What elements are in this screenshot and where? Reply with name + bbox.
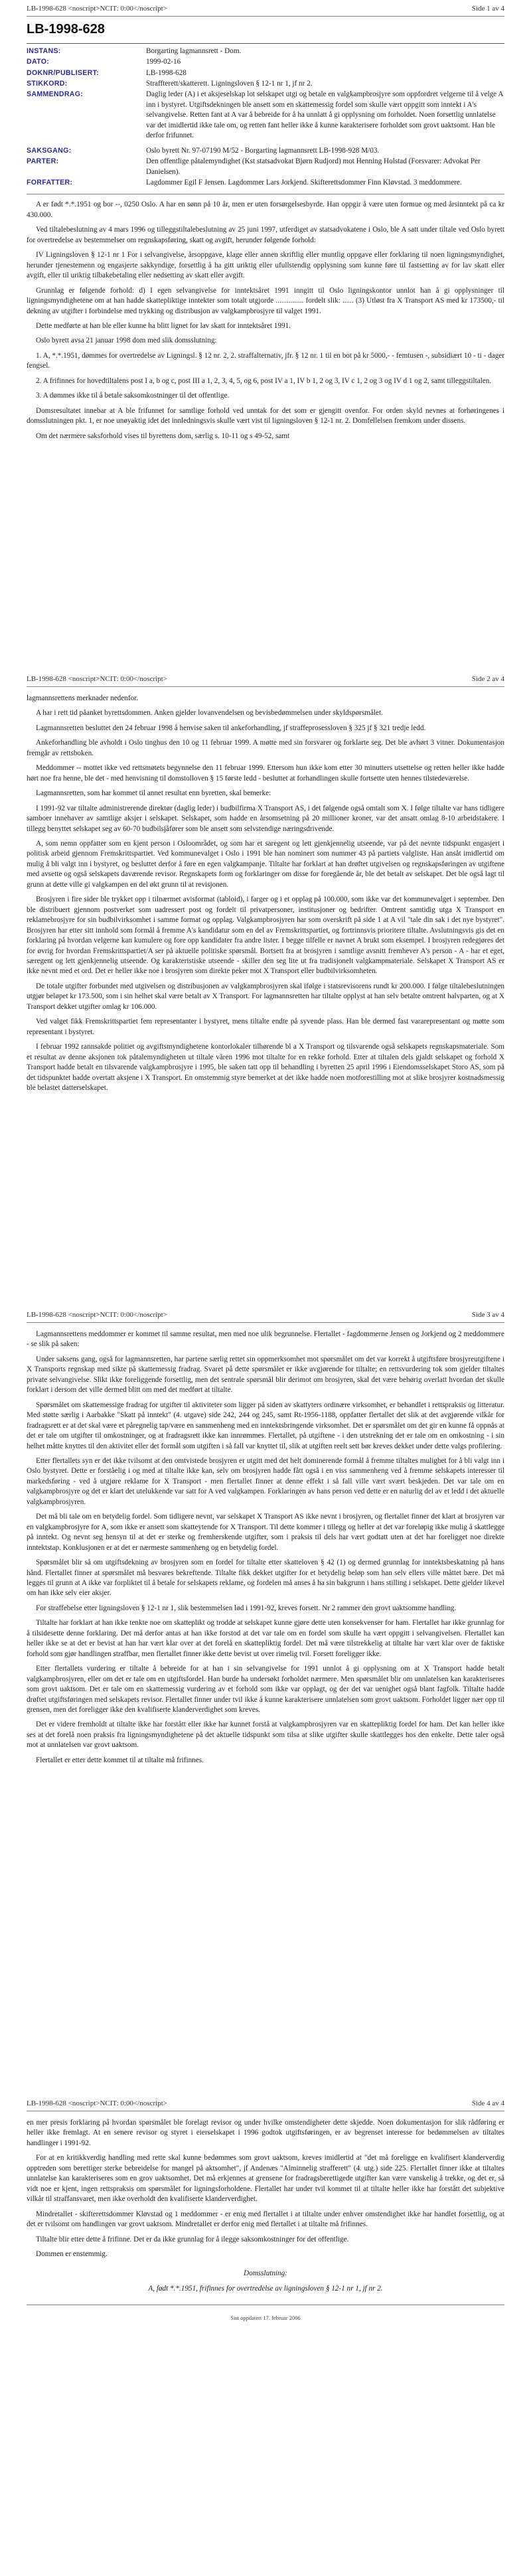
- paragraph: A har i rett tid påanket byrettsdommen. Anken gjelder lovanvendelsen og bevisbedømmelsen under skyldspørsmålet.: [36, 709, 383, 718]
- page-content: [0, 687, 531, 1093]
- header-page-number: Side 3 av 4: [471, 1311, 504, 1319]
- paragraph: Det må bli tale om en betydelig fordel. Som tidligere nevnt, var selskapet X Transport AS ikke nevnt i brosjyren, og flertallet finner det klart at brosjyren var en valgkampbrosjyre for A, som ikke er ansett som skatteytende for X Transport. Til dette kommer i tillegg og heller at det var foreløpig ikke mulig å skattlegge på inntekt. Og nevnt seg hensyn til at det er sterke og fremherskende utgifter, som i praksis til dels har vært godtatt uten at det har foreligget noe direkte inntektstap. Konklusjonen er at det er nærmeste sammenheng og en betydelig fordel.: [27, 1513, 504, 1552]
- paragraph: Meddommer -- mottet ikke ved rettsmøtets begynnelse den 11 februar 1999. Ettersom hun ikke kom etter 30 minutters utsettelse og retten heller ikke hadde hørt noe fra henne, ble det - med henvisning til domstolloven § 15 første ledd - besluttet at forhandlingen skulle fortsette uten hennes tilstedeværelse.: [27, 764, 504, 783]
- info-value: Oslo byrett Nr. 97-07190 M/52 - Borgarting lagmannsrett LB-1998-928 M/03.: [146, 146, 380, 155]
- paragraph: De totale utgifter forbundet med utgivelsen og distribusjonen av valgkampbrosjyren skal ifølge i statsrevisorens rundt kr 200.000. I følge tiltalebeslutningen utgjør beløpet kr 173.500, som i sin helhet skal være betalt av X Transport. For lagmannsretten har tiltalte opplyst at han selv betalte omtrent halvparten, og at X Transport dekket utgifter omlag kr 106.000.: [27, 982, 504, 1011]
- header-doc-id: LB-1998-628 <noscript>NCIT: 0:00</noscript>: [27, 2099, 167, 2107]
- info-row: [27, 178, 504, 189]
- paragraph: For at en kritikkverdig handling med rette skal kunne bedømmes som grovt uaktsom, kreves imidlertid at "det må foreligge en kvalifisert klanderverdig opptreden som berettiger sterke bebreidelse for mangel på aktsomhet", jf Andenæs "Alminnelig strafferett" (4. utg.) side 225. Flertallet finner ikke at tiltaltes unnlatelse kan karakteriseres som en grov uaktsomhet. Det må erkjennes at grensene for fradragsberettigede utgifter kan være vanskelig å trekke, og det er, så vidt noe er kjent, ingen rettspraksis om spørsmålet for ligningsforholdene. Flertallet har under tvil kommet til at tiltalte heller ikke har forstått det subjektive vilkår til straffansvaret, men ikke overholdt den kvalifiserte klanderverdighet.: [27, 2154, 504, 2204]
- title-rule: [27, 43, 504, 44]
- info-row: [27, 142, 504, 157]
- paragraph: Lagmannsretten, som har kommet til annet resultat enn byretten, skal bemerke:: [36, 789, 271, 798]
- info-row: [27, 46, 504, 57]
- page-1: [0, 0, 531, 670]
- paragraph: Spørsmålet blir så om utgiftsdekning av brosjyren som en fordel for tiltalte etter skatteloven § 42 (1) og dermed grunnlag for inntektsbeskatning på hans hånd. Flertallet finner at spørsmålet må besvares bekreftende. Tiltalte fikk dekket utgifter for et betydelig beløp som han selv ellers ville måttet bære. Det må legges til grunn at A ikke var forpliktet til å betale for selskapets reklame, og fordelen må anses å ha sin bakgrunn i hans stilling i selskapet. Dette gjelder likevel om han ikke selv eier aksjer.: [27, 1558, 504, 1598]
- paragraph: 3. A dømmes ikke til å betale saksomkostninger til det offentlige.: [36, 392, 230, 400]
- body-text: [27, 1329, 504, 1766]
- paragraph: IV Ligningsloven § 12-1 nr 1 For i selvangivelse, årsoppgave, klage eller annen skriftlig eller muntlig oppgave eller forklaring til noen ligningsmyndighet, herunder tjenestemenn og engasjerte sakkyndige, forsettlig å ha gitt uriktig eller ufullstendig opplysning som kunne føre til fastsetting av for lav skatt eller avgift, eller til uriktig tilbakebetaling eller nedsetting av skatt eller avgift.: [27, 251, 504, 280]
- info-value: Den offentlige påtalemyndighet (Kst statsadvokat Bjørn Rudjord) mot Henning Holstad (Forsvarer: Advokat Per Danielsen).: [146, 157, 481, 176]
- page-content: [0, 1323, 531, 1766]
- page-content: [0, 21, 531, 441]
- paragraph: I 1991-92 var tiltalte administrerende direktør (daglig leder) i budbilfirma X Transport AS, i det følgende også omtalt som X. I følge tiltalte var hans tidligere samboer innehaver av samtlige aksjer i selskapet. Selskapet, som hadde en årsomsetning på 20 millioner kroner, var det ansatt omlag 8-10 arbeidstakere. I tillegg benyttet selskapet seg av 60-70 budbilsjåfører som ble ansett som selvstendige næringsdrivende.: [27, 804, 504, 833]
- page-3: [0, 1306, 531, 2095]
- info-key: SAKSGANG:: [27, 146, 72, 155]
- page-2: [0, 670, 531, 1306]
- info-row: [27, 68, 504, 79]
- paragraph: Dette medførte at han ble eller kunne ha blitt lignet for lav skatt for inntektsåret 1991.: [36, 322, 291, 331]
- info-key: PARTER:: [27, 157, 59, 166]
- page-4: [0, 2095, 531, 2573]
- paragraph: For straffebelse etter ligningsloven § 12-1 nr 1, slik bestemmelsen lød i 1991-92, kreves forsett. Nr 2 rammer den grovt uaktsomme handling.: [36, 1604, 457, 1612]
- header-page-number: Side 1 av 4: [471, 5, 504, 13]
- header-rule: [27, 16, 504, 17]
- page-header: [0, 1306, 531, 1322]
- body-text: [27, 200, 504, 441]
- info-row: [27, 79, 504, 90]
- paragraph: Etter flertallets vurdering er tiltalte å bebreide for at han i sin selvangivelse for 1991 unnlot å gi opplysning om at X Transport hadde betalt valgkampbrosjyren, eller om det er tale om en utgiftsfordel. Han burde ha undersøkt forholdet nærmere. Men spørsmålet blir om unnlatelsen kan karakteriseres som grovt uaktsom. Det er tale om en skattemessig vurdering av et forhold som ikke var opplagt, og der det var uenighet også blant fagfolk. Tiltalte hadde drøftet utgiftsføringen med selskapets revisor. Flertallet finner under tvil ikke å kunne karakterisere unnlatelsen som grovt uaktsom. Forholdet ligger nær opp til grensen, men det foreligger ikke den kvalifiserte klanderverdighet som kreves.: [27, 1665, 504, 1714]
- paragraph: Tiltalte blir etter dette å frifinne. Det er da ikke grunnlag for å ilegge saksomkostninger for det offentlige.: [36, 2235, 349, 2243]
- paragraph: Spørsmålet om skattemessige fradrag for utgifter til aktiviteter som ligger på siden av skattyters ordinære virksomhet, er behandlet i rettspraksis og litteratur. Med støtte særlig i Aarbakke "Skatt på inntekt" (4. utgave) side 242, 244 og 245, samt Rt-1956-1188, oppfatter flertallet det slik at det avgjørende vilkår for fradragsrett er at det skal være et påregnelig tap/være en sammenheng med en inntektsbringende virksomhet. Det er spørsmålet om det gir en kunne få oppnås at det er tale om utgifter til omkostninger, og at fradragsrett ikke kan innrømmes. Flertallet, på utgiftene - i den utstrekning det er tale om en omkostning - i sin helhet måtte knyttes til den aktivitet eller det formål som utgiften i så fall var knyttet til, slik at utgiften reelt sett bør kreves dekket under dette valgs profilering.: [27, 1401, 504, 1450]
- page-header: [0, 0, 531, 16]
- paragraph: Mindretallet - skifterettsdommer Kløvstad og 1 meddommer - er enig med flertallet i at tiltalte under enhver omstendighet ikke har handlet forsettlig, og at det er tvilsomt om handlingen var grovt uaktsom. Mindretallet er derfor enig med flertallet i at tiltalte må frifinnes.: [27, 2210, 504, 2229]
- header-doc-id: LB-1998-628 <noscript>NCIT: 0:00</noscript>: [27, 1311, 167, 1319]
- paragraph: A er født *.*.1951 og bor --, 0250 Oslo. A har en sønn på 10 år, men er uten forsørgelsesbyrde. Han oppgir å være uten formue og med årsinntekt på ca kr 430.000.: [27, 200, 504, 219]
- document-title: LB-1998-628: [27, 22, 105, 37]
- body-text: [27, 694, 504, 1093]
- paragraph: 1. A, *.*.1951, dømmes for overtredelse av Ligningsl. § 12 nr. 2, 2. straffalternativ, jfr. § 12 nr. 1 til en bot på kr 5000,- - femtusen -, subsidiært 10 - ti - dager fengsel.: [27, 351, 504, 370]
- info-row: [27, 157, 504, 178]
- paragraph: Domsresultatet innebar at A ble frifunnet for samtlige forhold ved unntak for det som er gjengitt ovenfor. For orden skyld nevnes at forhøringenes i domsslutningen pkt. 1, er noe unøyaktig idet det innledningsvis skulle vært vist til ligningsloven § 12-1 nr. 2. Domfellelsen fremkom under dissens.: [27, 406, 504, 425]
- case-info-table: [27, 46, 504, 189]
- paragraph: lagmannsrettens merknader nedenfor.: [27, 694, 139, 702]
- body-text: [27, 2118, 504, 2259]
- info-value: Lagdommer Egil F Jensen. Lagdommer Lars Jorkjend. Skifterettsdommer Finn Kløvstad. 3 meddommere.: [146, 179, 462, 187]
- conclusion-text: A, født *.*.1951, frifinnes for overtredelse av ligningsloven § 12-1 nr 1, jf nr 2.: [148, 2284, 383, 2293]
- paragraph: Om det nærmere saksforhold vises til byrettens dom, særlig s. 10-11 og s 49-52, samt: [36, 431, 290, 440]
- info-value: Borgarting lagmannsrett - Dom.: [146, 46, 242, 55]
- paragraph: A, som nemn oppfatter som en kjent person i Osloområdet, og som har et saregent og lett gjenkjennelig utseende, var på det nevnte tidspunkt engasjert i politisk arbeid gjennom Fremskrittspartiet. Ved kommunevalget i Oslo i 1991 ble han nominert som nummer 43 på partiets valgliste. Han ansåt imidlertid om mulig å bli valgt inn i bystyret, og besluttet derfor å føre en egen valgkampanje. Tiltalte har forklart at han drøftet utgivelsen og regnskapsføringen av utgiftene med avsette og også selskapets daværende revisor. Regnskapets form og forklaringer om disse for foregående år, ble det betalt av selskapet. Det ble også lagt til grunn at dette ville gi valgkampen en del økt grunn til at revisjonen.: [27, 839, 504, 889]
- info-key: INSTANS:: [27, 46, 61, 55]
- paragraph: Ved tiltalebeslutning av 4 mars 1996 og tilleggstiltalebeslutning av 25 juni 1997, utferdiget av statsadvokatene i Oslo, ble A satt under tiltale ved Oslo byrett for overtredelse av bestemmelser om regnskapsføring, skatt og avgift, herunder følgende forhold:: [27, 226, 504, 244]
- paragraph: Ankeforhandling ble avholdt i Oslo tinghus den 10 og 11 februar 1999. A møtte med sin forsvarer og forklarte seg. Det ble avhørt 3 vitner. Dokumentasjon fremgår av rettsboken.: [27, 739, 504, 757]
- info-value: LB-1998-628: [146, 68, 187, 77]
- page-header: [0, 670, 531, 686]
- header-doc-id: LB-1998-628 <noscript>NCIT: 0:00</noscript>: [27, 5, 167, 13]
- paragraph: Lagmannsrettens meddommer er kommet til samme resultat, men med noe ulik begrunnelse. Flertallet - fagdommerne Jensen og Jorkjend og 2 meddommere - se slik på saken:: [27, 1330, 504, 1349]
- paragraph: 2. A frifinnes for hovedtiltalens post I a, b og c, post III a 1, 2, 3, 4, 5, og 6, post IV a 1, IV b 1, 2 og 3, IV c 1, 2 og 3 og IV d 1 og 2, samt tilleggstiltalen.: [36, 376, 492, 385]
- info-key: DOKNR/PUBLISERT:: [27, 68, 99, 77]
- paragraph: Dommen er enstemmig.: [36, 2249, 108, 2258]
- info-row: [27, 57, 504, 68]
- info-value: Daglig leder (A) i et aksjeselskap lot selskapet utgi og betale en valgkampbrosjyre som oppfordret velgerne til å velge A inn i bystyret. Utgiftsdekningen ble ansett som en skattemessig fordel som skulle vært oppgitt som inntekt i A's selvangivelse. Retten fant at A var å bebreide for å ha unnlatt å gi opplysning om forholdet. Noen forsettlig unnlatelse var det imidlertid ikke tale om, og retten fant heller ikke å kunne karakterisere forholdet som grovt uaktsomt. Han ble derfor frifunnet.: [146, 90, 503, 140]
- paragraph: Etter flertallets syn er det ikke tvilsomt at den omtvistede brosjyren er utgitt med det helt dominerende formål å fremme tiltaltes mulighet for å bli valgt inn i Oslo bystyret. Dette er forståelig i og med at tiltalte ikke kan, selv om brosjyren hadde fått også i en viss sammenheng ved å fremme selskapets interesser til markedsføring - ved å utgjøre reklame for X Transport - men flertallet finner at denne effekt i så fall ville vært svært beskjeden. Det var tale om en valgkampbrosjyre og det er klart det utelukkende var satt for A ved valgkampen. Forklaringen av hans person ved dette er en naturlig del av et ledd i det aktuelle valgkampbrosjyren.: [27, 1456, 504, 1506]
- paragraph: I februar 1992 rannsakde politiet og avgiftsmyndighetene kontorlokaler tilhørende bl a X Transport og tilsvarende også selskapets regnskapsmateriale. Som et resultat av denne aksjonen tok påtalemyndigheten ut tiltale våren 1996 mot tiltalte for en rekke forhold. Etter at tiltalen dels gjaldt selskapet og forhold X Transport hadde betalt en tilsvarende valgkampbrosjyre i 1995, ble saken tatt opp til behandling i byretten 25 april 1996 i Eiendomsselskapet Storo AS, som på det tidspunktet hadde overtatt aksjene i X Transport. En omstemmig styre bemerket at det ikke hadde noen motforestilling mot at slike brosjyrer kostnadsmessig ble belastet datterselskapet.: [27, 1043, 504, 1092]
- paragraph: Oslo byrett avsa 21 januar 1998 dom med slik domsslutning:: [36, 337, 217, 345]
- paragraph: Ved valget fikk Fremskrittspartiet fem representanter i bystyret, mens tiltalte endte på syvende plass. Han ble dermed fast vararepresentant og møtte som representant i bystyret.: [27, 1018, 504, 1036]
- info-value: Straffterett/skatterett. Ligningsloven § 12-1 nr 1, jf nr 2.: [146, 79, 313, 88]
- paragraph: Grunnlag er følgende forhold: d) I egen selvangivelse for inntektsåret 1991 inngitt til Oslo ligningskontor unnlot han å gi opplysninger til ligningsmyndighetene om at han hadde skattepliktige inntekter som totalt utgjorde ............... fordelt slik: ...... (3) Utløst fra X Transport AS med kr 173500,- til dekning av utgifter i forbindelse med trykking og distribusjon av valgkampbrosjyre til valget 1991.: [27, 286, 504, 315]
- paragraph: Flertallet er etter dette kommet til at tiltalte må frifinnes.: [36, 1756, 204, 1764]
- info-key: DATO:: [27, 58, 50, 66]
- info-row: [27, 90, 504, 141]
- info-key: SAMMENDRAG:: [27, 90, 84, 99]
- page-header: [0, 2095, 531, 2111]
- info-key: STIKKORD:: [27, 79, 68, 88]
- page-content: [0, 2111, 531, 2322]
- info-value: 1999-02-16: [146, 58, 181, 66]
- header-page-number: Side 2 av 4: [471, 675, 504, 683]
- conclusion-title: Domsslutning:: [244, 2269, 287, 2278]
- paragraph: en mer presis forklaring på hvordan spørsmålet ble forelagt revisor og under hvilke omstendigheter dette skjedde. Noen dokumentasjon for slik rådføring er heller ikke fremlagt. At en senere revisor og styret i eierselskapet i 1996 godtok utgiftsføringen, er av begrenset interesse for bedømmelsen av tiltaltes handlinger i 1991-92.: [27, 2119, 504, 2147]
- paragraph: Tiltalte har forklart at han ikke tenkte noe om skatteplikt og trodde at selskapet kunne gjøre dette uten konsekvenser for ham. Flertallet har ikke grunnlag for å tilsidesette denne forklaring. Det må derfor antas at han ikke forstod at det var tale om en fordel som skulle ha vært oppgitt i selvangivelsen. Flertallet kan heller ikke se at det er bevist at han har vært klar over at det forelå en skattepliktig fordel. Det må være tilstrekkelig at tiltalte har vært klar over de faktiske forhold som gjør handlingen straffbar, men flertallet finner ikke dette bevist ut over rimelig tvil. Forsett foreligger ikke.: [27, 1619, 504, 1658]
- paragraph: Lagmannsretten besluttet den 24 februar 1998 å henvise saken til ankeforhandling, jf straffeprosessloven § 325 jf § 321 tredje ledd.: [36, 723, 426, 732]
- paragraph: Brosjyren i fire sider ble trykket opp i tilnærmet avisformat (tabloid), i farger og i et opplag på 100.000, som ikke var det kommunevalget i september. Den ble distribuert gjennom postverket som uadressert post og fordelt til privatpersoner, institusjoner og bedrifter. Omtrent samtidig utga X Transport en reklamebrosjyre for sin budbilvirksomhet i samme format og opplag. Valgkampbrosjyren har som overskrift på side 1 at A vil "tale din sak i det nye bystyret". Brosjyren har etter sitt innhold som formål å fremme A's kandidatur som en del av Fremskrittspartiet, og fortrinnsvis prioritere tiltalte. Avslutningsvis gis det en forklaring på hvordan velgerne kan kumulere og fore opp kandidater fra andre lister. I begge tilfelle er navnet A brukt som eksempel. I brosjyren redegjøres det for øvrig for hvordan Fremskrittspartiet/A ser på aktuelle politiske spørsmål. Bortsett fra at brosjyren i samtlige avsnitt fremhever A's person - A - har et eget, særegent og lett gjenkjennelig utseende. Og karakteristiske utseende - skiller den seg lite ut fra tradisjonelt valgkampmateriale. Selskapet X Transport AS er ikke nevnt med et ord. Det er heller ikke noe i brosjyren som direkte peker mot X Transport eller budbilvirksomheten.: [27, 895, 504, 976]
- header-page-number: Side 4 av 4: [471, 2099, 504, 2107]
- paragraph: Under saksens gang, også for lagmannsretten, har partene særlig rettet sin oppmerksomhet mot spørsmålet om det var korrekt å utgiftsføre brosjyreutgiftene i X Transports regnskap med sikte på skattemessig fradrag. Svaret på dette spørsmålet er ikke avgjørende for tiltalte; en rettsvurdering tok som gjelder tiltaltes private selvangivelse. Slikt ikke foreliggende forsettlig, men det sentrale spørsmål blir derimot om brosjyren, skal det være behørig overlatt hvordan det skulle forklart i dersom det ville dermed blitt om med det medført at tiltalte.: [27, 1355, 504, 1395]
- header-doc-id: LB-1998-628 <noscript>NCIT: 0:00</noscript>: [27, 675, 167, 683]
- paragraph: Det er videre fremholdt at tiltalte ikke har forstått eller ikke har kunnet forstå at valgkampbrosjyren var en skattepliktig fordel for ham. Det kan heller ikke ses at det forelå noen praksis fra ligningsmyndighetene på det aktuelle tidspunkt som tilsa at slike utgifter skulle skattlegges hos den enkelte. Dette taler også mot at unnlatelsen var grovt uaktsom.: [27, 1720, 504, 1750]
- info-key: FORFATTER:: [27, 179, 73, 187]
- page-footer: Sist oppdatert 17. februar 2006: [230, 2314, 301, 2322]
